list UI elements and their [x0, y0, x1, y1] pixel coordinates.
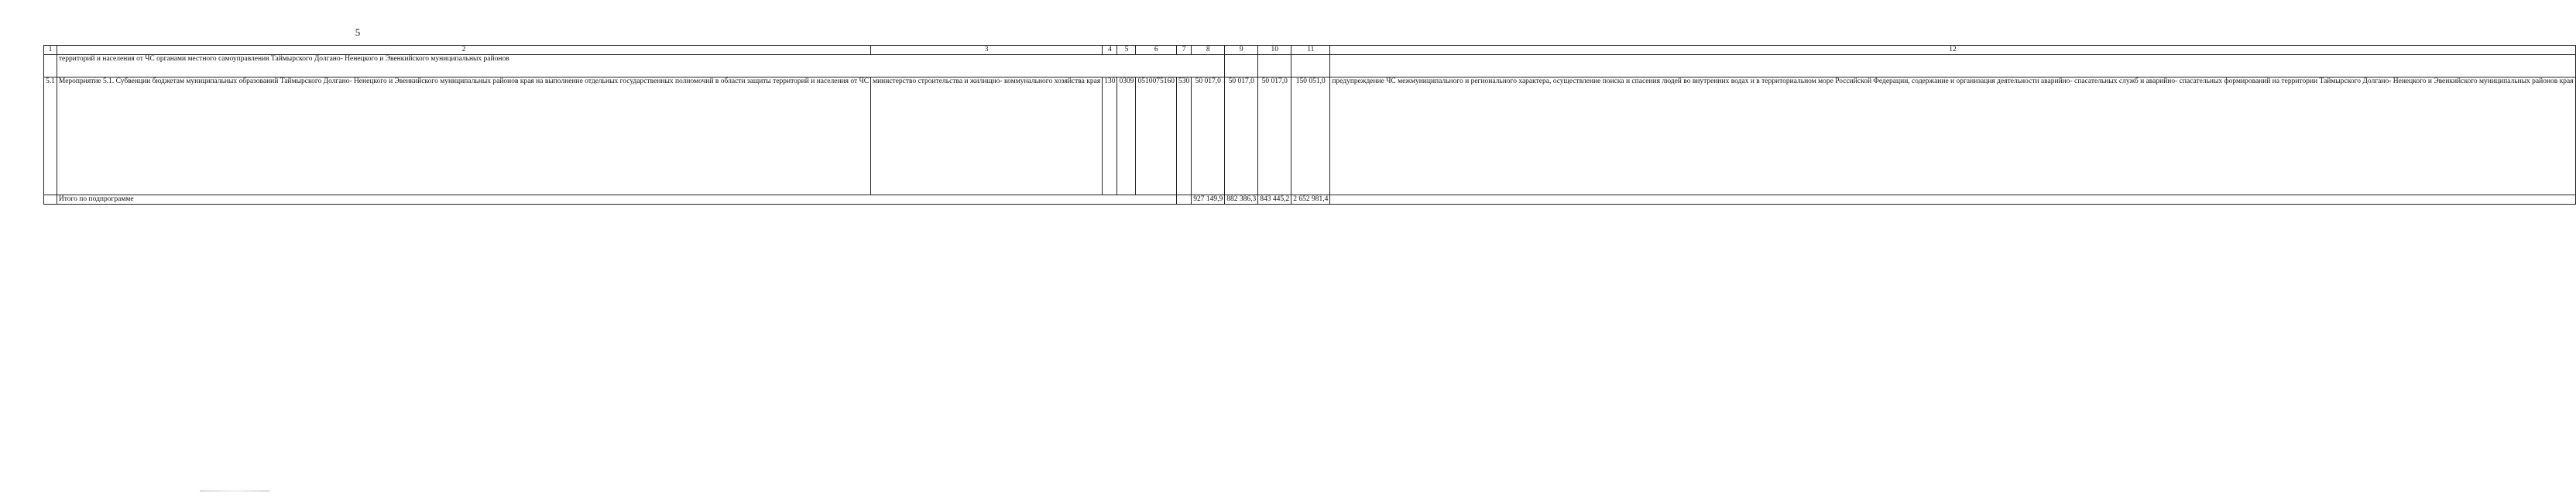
rzpr-code: 0309 — [1117, 78, 1136, 195]
empty-cell — [1225, 55, 1258, 78]
column-number: 12 — [1330, 46, 2575, 55]
total-amount: 150 051,0 — [1291, 78, 1330, 195]
empty-cell — [1291, 55, 1330, 78]
subprogram-total-label: Итого по подпрограмме — [57, 195, 1176, 205]
column-number: 3 — [871, 46, 1103, 55]
grbs-code: 130 — [1103, 78, 1117, 195]
empty-cell — [1258, 55, 1291, 78]
column-number: 6 — [1136, 46, 1177, 55]
column-number: 10 — [1258, 46, 1291, 55]
page-number: 5 — [355, 26, 361, 38]
column-number: 4 — [1103, 46, 1117, 55]
activity-row — [44, 78, 2576, 195]
column-number: 1 — [44, 46, 57, 55]
empty-cell — [1176, 195, 1191, 205]
column-number: 2 — [57, 46, 870, 55]
empty-cell — [1330, 195, 2575, 205]
task-row — [44, 55, 2576, 78]
column-number: 8 — [1192, 46, 1225, 55]
subprogram-total-year1: 927 149,9 — [1192, 195, 1225, 205]
column-number: 7 — [1176, 46, 1191, 55]
year3-amount: 50 017,0 — [1258, 78, 1291, 195]
csr-code: 0510075160 — [1136, 78, 1177, 195]
subprogram-total-sum: 2 652 981,4 — [1291, 195, 1330, 205]
task-text: территорий и населения от ЧС органами местного самоуправления Таймырского Долгано- Ненецкого и Эвенкийского муниципальных районов — [57, 55, 1224, 78]
subprogram-total-row — [44, 195, 2576, 205]
column-number: 11 — [1291, 46, 1330, 55]
column-number: 5 — [1117, 46, 1136, 55]
expected-result: предупреждение ЧС межмуниципального и регионального характера, осуществление поиска и спасения людей во внутренних водах и в территориальном море Российской Федерации, содержание и организация деятельности аварийно- спасательных служб и аварийно- спасательных формирований на территории Таймырского Долгано- Ненецкого и Эвенкийского муниципальных районов края — [1330, 78, 2575, 195]
empty-cell — [1330, 55, 2575, 78]
year2-amount: 50 017,0 — [1225, 78, 1258, 195]
column-number-row — [44, 46, 2576, 55]
subprogram-total-year2: 882 386,3 — [1225, 195, 1258, 205]
vr-code: 530 — [1176, 78, 1191, 195]
column-number: 9 — [1225, 46, 1258, 55]
activity-name: Мероприятие 5.1. Субвенции бюджетам муниципальных образований Таймырского Долгано- Ненецкого и Эвенкийского муниципальных районов края на выполнение отдельных государственных полномочий в области защиты территорий и населения от ЧС — [57, 78, 870, 195]
activity-number: 5.1 — [44, 78, 57, 195]
empty-cell — [44, 195, 57, 205]
subprogram-total-year3: 843 445,2 — [1258, 195, 1291, 205]
subprogram-table — [43, 45, 2576, 205]
scan-artifact — [200, 490, 269, 492]
year1-amount: 50 017,0 — [1192, 78, 1225, 195]
activity-executor: министерство строительства и жилищно- коммунального хозяйства края — [871, 78, 1103, 195]
task-num-cell — [44, 55, 57, 78]
